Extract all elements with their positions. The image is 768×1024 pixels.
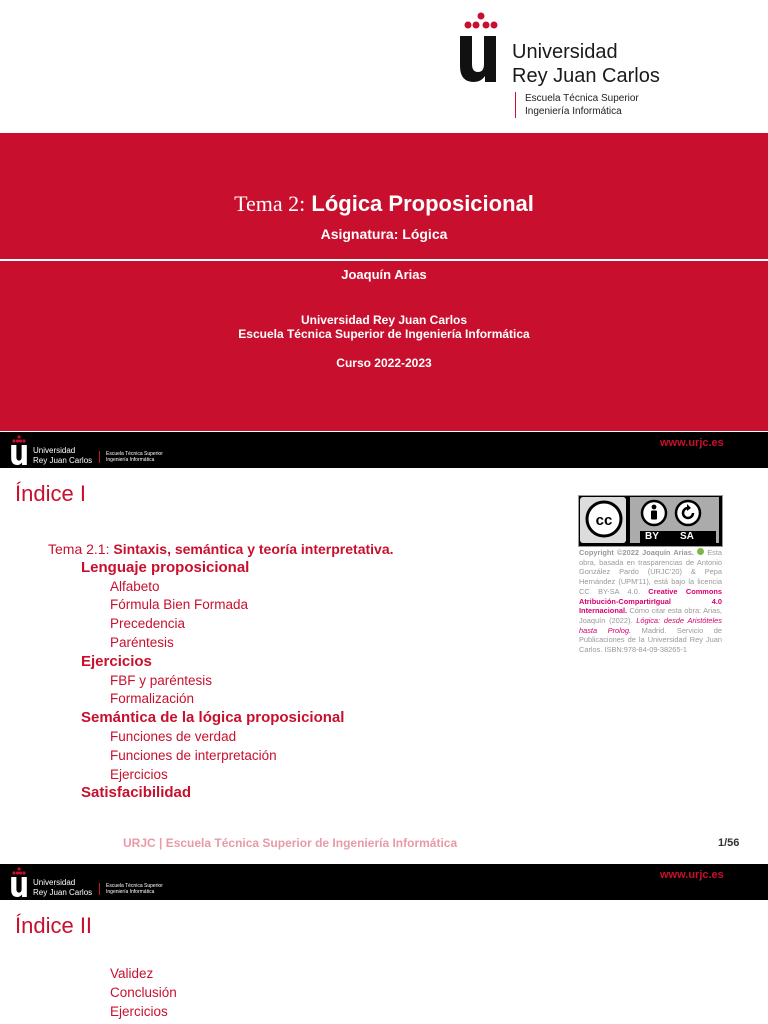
cc-icon-text: cc [595, 512, 613, 529]
toc-item[interactable]: Formalización [110, 691, 195, 707]
header2-logo-u-icon [10, 877, 28, 897]
toc-item[interactable]: Conclusión [110, 984, 177, 1000]
institution-line1: Universidad Rey Juan Carlos [300, 313, 468, 327]
title-divider [0, 259, 768, 261]
by-icon [640, 499, 668, 527]
sa-label: SA [680, 531, 694, 542]
toc-item[interactable]: Funciones de interpretación [110, 747, 277, 763]
school-name-line1: Escuela Técnica Superior [525, 93, 639, 104]
school-name [515, 92, 639, 118]
header-university-name [33, 446, 92, 466]
toc-subsection[interactable]: Lenguaje proposicional [81, 558, 250, 576]
copyright-text: Copyright ©2022 Joaquín Arias. [579, 548, 694, 557]
toc-item[interactable]: Funciones de verdad [110, 728, 237, 744]
toc-section-prefix: Tema 2.1: [48, 541, 110, 557]
toc-section[interactable] [48, 540, 528, 559]
title-main: Lógica Proposicional [311, 191, 534, 216]
title-prefix: Tema 2: [234, 191, 306, 216]
license-text [579, 548, 722, 655]
toc-section-title: Sintaxis, semántica y teoría interpretativa. [113, 541, 394, 557]
toc-subsection[interactable]: Satisfacibilidad [81, 784, 192, 802]
header2-school-name [99, 883, 163, 895]
header-school-name [99, 451, 163, 463]
toc-item[interactable]: FBF y paréntesis [110, 672, 213, 688]
header-url-link[interactable]: www.urjc.es [660, 437, 724, 449]
header2-university-line1: Universidad [33, 878, 76, 887]
toc-subsection[interactable]: Ejercicios [81, 652, 152, 670]
institution-block [0, 313, 768, 341]
header2-university-name [33, 878, 92, 898]
toc-item[interactable]: Ejercicios [110, 766, 168, 782]
university-name [512, 40, 660, 88]
author-name: Joaquín Arias [341, 267, 427, 282]
toc-item[interactable]: Ejercicios [110, 1003, 168, 1019]
cc-icon [585, 500, 623, 538]
book-link[interactable]: Lógica: desde Aristóteles hasta Prolog. [579, 615, 722, 635]
slide-title: Índice I [15, 481, 86, 506]
table-of-contents [48, 540, 528, 803]
header-university-line2: Rey Juan Carlos [33, 456, 93, 465]
course-year: Curso 2022-2023 [336, 356, 432, 370]
toc-items [48, 559, 528, 803]
sa-icon [674, 499, 702, 527]
school-name-line2: Ingeniería Informática [525, 106, 622, 117]
institution-line2: Escuela Técnica Superior de Ingeniería Informática [238, 327, 530, 341]
toc-item[interactable]: Paréntesis [110, 634, 174, 650]
logo-crown-icon [461, 12, 501, 30]
toc-item[interactable]: Validez [110, 966, 154, 981]
license-text-2: Cómo citar esta obra: Arias, Joaquín (2022). [579, 606, 722, 625]
toc2-items [48, 965, 448, 1021]
toc-item[interactable]: Alfabeto [110, 578, 160, 594]
header2-url-link[interactable]: www.urjc.es [660, 869, 724, 881]
toc-item[interactable]: Fórmula Bien Formada [110, 597, 249, 613]
toc-subsection[interactable]: Semántica de la lógica proposicional [81, 709, 345, 727]
university-name-line2: Rey Juan Carlos [512, 65, 660, 87]
header2-university-line2: Rey Juan Carlos [33, 888, 93, 897]
presentation-subtitle: Asignatura: Lógica [320, 226, 448, 242]
page-number: 1/56 [718, 837, 740, 849]
header-university-line1: Universidad [33, 446, 76, 455]
slide2-title: Índice II [15, 913, 93, 938]
toc-item[interactable]: Precedencia [110, 616, 186, 632]
table-of-contents-2 [48, 965, 448, 1021]
header-school-line1: Escuela Técnica Superior [106, 451, 163, 457]
header2-school-line1: Escuela Técnica Superior [106, 883, 163, 889]
header-school-line2: Ingeniería Informática [106, 457, 155, 463]
orcid-icon[interactable] [697, 548, 704, 555]
by-label: BY [645, 531, 659, 542]
header-logo-u-icon [10, 445, 28, 465]
header-logo-crown-icon [11, 435, 27, 443]
title-slide-band [0, 133, 768, 431]
presentation-title [0, 191, 768, 217]
logo-u-icon [458, 36, 498, 82]
header2-school-line2: Ingeniería Informática [106, 889, 155, 895]
slide-footer: URJC | Escuela Técnica Superior de Ingeniería Informática [123, 836, 458, 850]
license-link[interactable]: Creative Commons Atribución-CompartirIgual 4.0 Internacional. [579, 586, 722, 616]
license-text-1: Esta obra, basada en trasparencias de Antonio González Pardo (URJC'20) & Pepa Hernández (UPM'11), está bajo la licencia CC BY-SA 4.0. [579, 548, 723, 596]
header2-logo-crown-icon [11, 867, 27, 875]
license-text-3: Madrid. Servicio de Publicaciones de la Universidad Rey Juan Carlos. ISBN:978-84-09-38265-1 [579, 625, 722, 655]
university-name-line1: Universidad [512, 41, 618, 63]
